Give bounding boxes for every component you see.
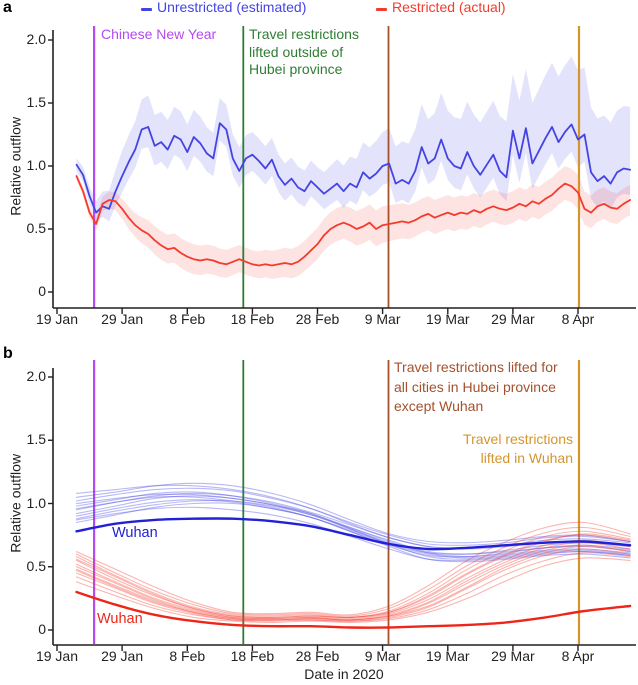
y-tick-label-b: 1.5 <box>26 431 46 448</box>
y-tick-label-a: 0.5 <box>26 220 46 236</box>
x-tick-label-a: 19 Mar <box>425 311 470 327</box>
wuhan-label-unrestricted: Wuhan <box>112 525 158 541</box>
legend-label-unrestricted: Unrestricted (estimated) <box>157 0 307 15</box>
wuhan-label-restricted: Wuhan <box>97 611 143 627</box>
event-annotation-lift-hubei-except-wuhan: all cities in Hubei province <box>394 378 556 395</box>
event-annotation-lift-outside-hubei: Travel restrictions <box>249 26 359 42</box>
x-tick-label-b: 19 Mar <box>425 648 470 664</box>
x-tick-label-b: 9 Mar <box>364 648 401 664</box>
y-tick-label-a: 1.5 <box>26 94 46 110</box>
y-tick-label-b: 2.0 <box>26 368 46 384</box>
event-annotation-lift-wuhan: lifted in Wuhan <box>480 450 573 466</box>
panel-a-letter: a <box>3 0 12 16</box>
event-annotation-lift-hubei-except-wuhan: except Wuhan <box>394 398 484 414</box>
y-tick-label-a: 1.0 <box>26 157 46 173</box>
y-tick-label-b: 0.5 <box>26 557 46 574</box>
x-tick-label-b: 18 Feb <box>230 648 275 664</box>
x-tick-label-a: 18 Feb <box>230 311 275 327</box>
x-tick-label-a: 8 Apr <box>561 311 595 327</box>
legend-label-restricted: Restricted (actual) <box>392 0 506 15</box>
y-axis-title-panel-b: Relative outflow <box>7 453 24 553</box>
x-tick-label-a: 19 Jan <box>35 311 79 327</box>
x-axis-title: Date in 2020 <box>304 666 384 682</box>
x-tick-label-a: 8 Feb <box>169 311 206 327</box>
y-tick-label-b: 0 <box>38 621 46 637</box>
x-tick-label-a: 9 Mar <box>364 311 401 327</box>
x-tick-label-b: 29 Jan <box>101 648 144 664</box>
y-axis-title-panel-a: Relative outflow <box>7 116 24 216</box>
y-tick-label-a: 2.0 <box>26 31 46 47</box>
x-tick-label-b: 19 Jan <box>35 648 79 664</box>
panel-b-letter: b <box>3 345 13 362</box>
event-annotation-lift-outside-hubei: lifted outside of <box>249 43 344 60</box>
x-tick-label-b: 8 Feb <box>169 648 206 664</box>
x-tick-label-b: 29 Mar <box>491 648 535 664</box>
event-annotation-lift-wuhan: Travel restrictions <box>463 431 573 447</box>
event-annotation-lift-hubei-except-wuhan: Travel restrictions lifted for <box>394 359 558 375</box>
x-tick-label-a: 29 Mar <box>491 311 535 327</box>
x-tick-label-a: 29 Jan <box>101 311 144 327</box>
y-tick-label-b: 1.0 <box>26 494 46 511</box>
x-tick-label-b: 8 Apr <box>561 648 595 664</box>
y-tick-label-a: 0 <box>38 283 46 299</box>
x-tick-label-b: 28 Feb <box>295 648 340 664</box>
x-tick-label-a: 28 Feb <box>295 311 340 327</box>
event-annotation-lift-outside-hubei: Hubei province <box>249 61 343 77</box>
event-annotation-chinese-new-year: Chinese New Year <box>101 26 217 42</box>
